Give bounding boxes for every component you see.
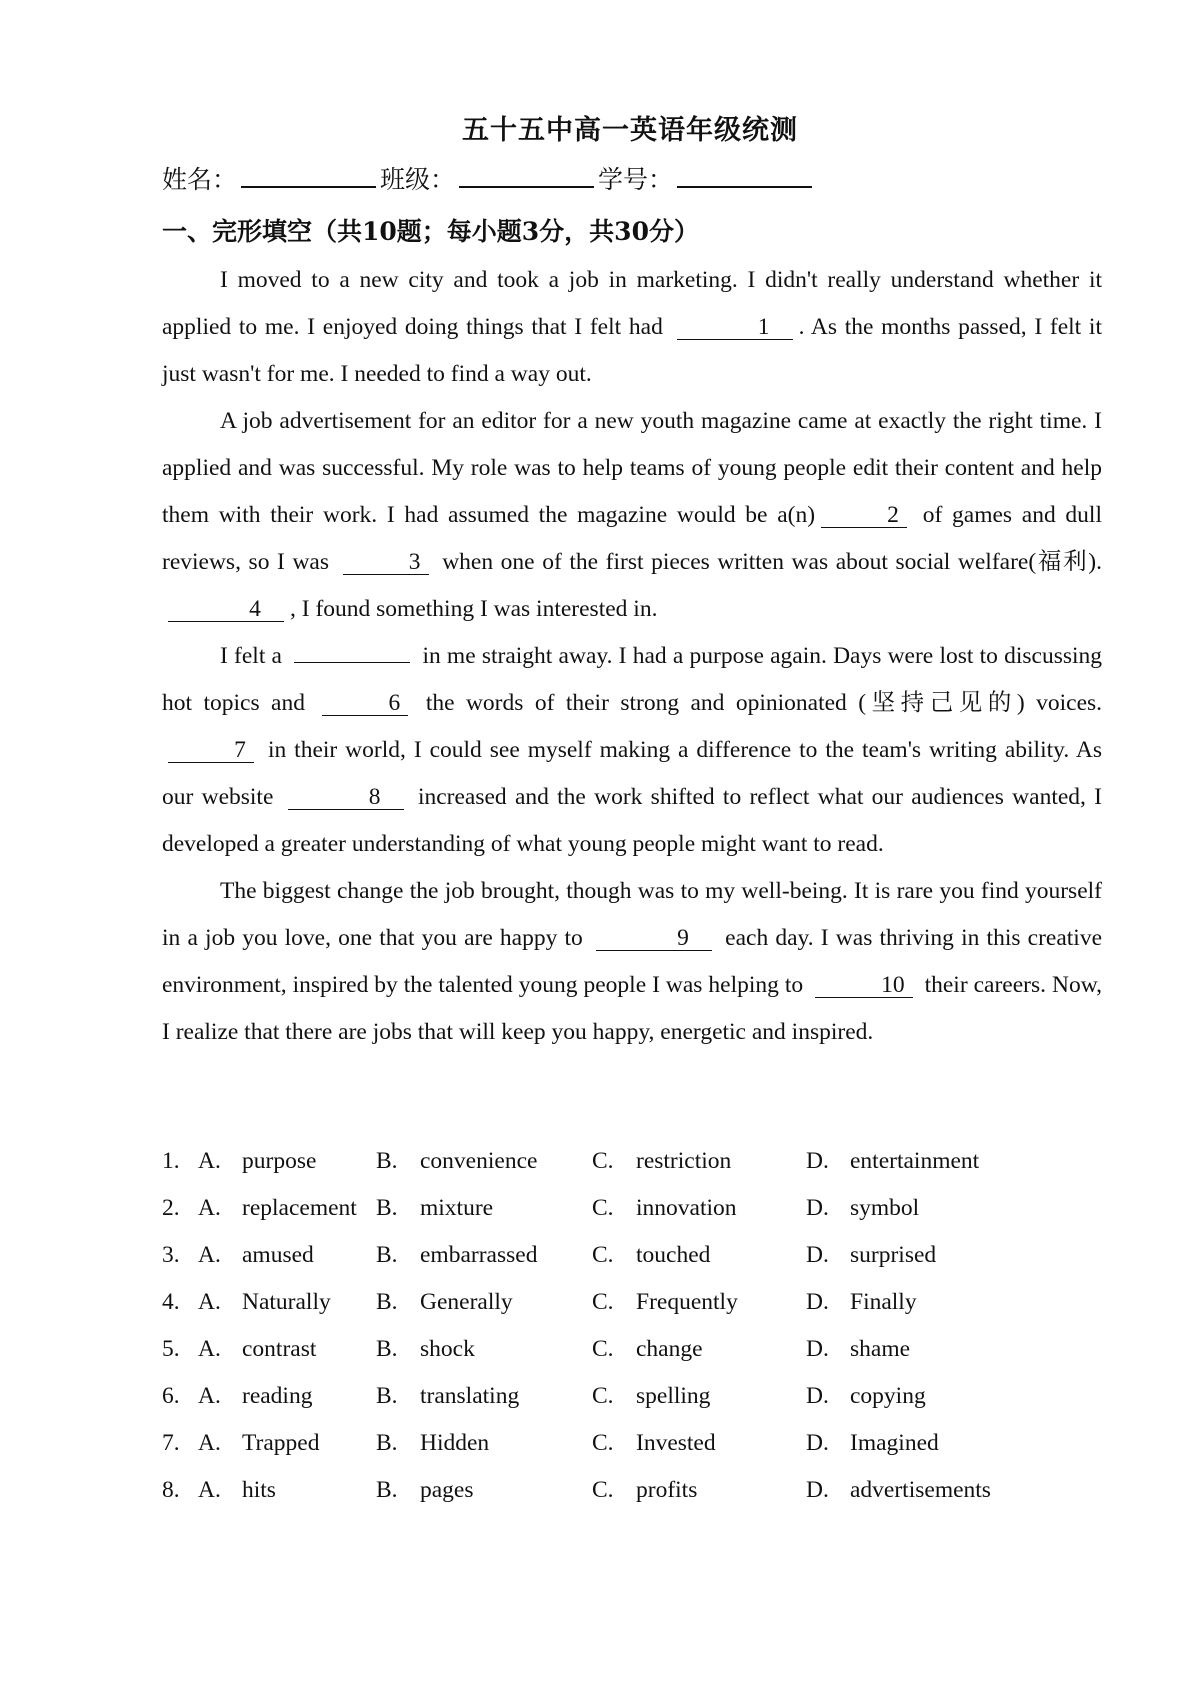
option-d: D. Finally (806, 1289, 917, 1315)
option-a: A. replacement (198, 1195, 357, 1221)
passage-text: I moved to a new city and took a job in marketing. I didn't really understand whether it applied to me. I enjoyed doing things that I felt had (162, 267, 1102, 340)
option-c: C. profits (592, 1477, 698, 1503)
blank-8: 8 (288, 785, 404, 810)
cloze-passage (162, 257, 1102, 1056)
passage-text: each day. I was thriving in this creative environment, inspired by the talented young people I was helping to (162, 925, 1103, 998)
id-blank (677, 162, 812, 188)
blank-4: 4 (168, 597, 284, 622)
option-d: D. entertainment (806, 1148, 980, 1174)
option-c: C. Invested (592, 1430, 716, 1456)
option-a: A. hits (198, 1477, 276, 1503)
blank-1: 1 (677, 315, 793, 340)
passage-text: . As the months passed, I felt it just wasn't for me. I needed to find a way out. (162, 314, 1102, 387)
passage-text: in me straight away. I had a purpose again. Days were lost to discussing hot topics and (162, 643, 1103, 716)
blank-10: 10 (815, 973, 913, 998)
option-c: C. spelling (592, 1383, 711, 1409)
option-b: B. convenience (376, 1148, 538, 1174)
option-c: C. change (592, 1336, 703, 1362)
passage-text: increased and the work shifted to reflect what our audiences wanted, I developed a greater understanding of what young people might want to read. (162, 784, 1103, 857)
option-c: C. restriction (592, 1148, 732, 1174)
option-a: A. contrast (198, 1336, 317, 1362)
class-label: 班级： (380, 165, 456, 194)
option-a: A. reading (198, 1383, 313, 1409)
name-label: 姓名： (162, 165, 238, 194)
blank-7: 7 (168, 738, 254, 763)
question-number: 2. (162, 1195, 180, 1221)
class-blank (459, 162, 594, 188)
option-c: C. Frequently (592, 1289, 738, 1315)
question-number: 8. (162, 1477, 180, 1503)
question-number: 6. (162, 1383, 180, 1409)
option-d: D. Imagined (806, 1430, 939, 1456)
question-number: 4. (162, 1289, 180, 1315)
question-number: 5. (162, 1336, 180, 1362)
option-d: D. advertisements (806, 1477, 991, 1503)
exam-title: 五十五中高一英语年级统测 (462, 115, 798, 146)
passage-text: I felt a (220, 643, 282, 669)
paragraph-1 (162, 257, 1102, 398)
option-b: B. Hidden (376, 1430, 490, 1456)
option-b: B. embarrassed (376, 1242, 538, 1268)
option-a: A. purpose (198, 1148, 317, 1174)
blank-2: 2 (821, 503, 907, 528)
passage-text: The biggest change the job brought, though was to my well-being. It is rare you find yourself in a job you love, one that you are happy to (162, 878, 1102, 951)
option-a: A. amused (198, 1242, 314, 1268)
passage-text: A job advertisement for an editor for a new youth magazine came at exactly the right time. I applied and was successful. My role was to help teams of young people edit their content and help them with their work. I had assumed the magazine would be a(n) (162, 408, 1102, 528)
paragraph-3 (162, 633, 1102, 868)
section-heading: 一、完形填空（共10题；每小题3分，共30分） (162, 217, 699, 246)
student-info-row (162, 160, 816, 196)
paragraph-4 (162, 868, 1102, 1056)
option-b: B. shock (376, 1336, 475, 1362)
passage-text: their careers. Now, I realize that there are jobs that will keep you happy, energetic and inspired. (162, 972, 1103, 1045)
option-c: C. touched (592, 1242, 711, 1268)
option-b: B. Generally (376, 1289, 513, 1315)
passage-text: the words of their strong and opinionated (坚持己见的) voices. (425, 690, 1103, 716)
id-label: 学号： (598, 165, 674, 194)
option-d: D. surprised (806, 1242, 937, 1268)
question-number: 7. (162, 1430, 180, 1456)
question-number: 1. (162, 1148, 180, 1174)
option-d: D. copying (806, 1383, 926, 1409)
option-c: C. innovation (592, 1195, 737, 1221)
blank-9: 9 (596, 926, 712, 951)
paragraph-2 (162, 398, 1102, 633)
option-a: A. Trapped (198, 1430, 320, 1456)
blank-5 (294, 662, 410, 663)
blank-3: 3 (343, 550, 429, 575)
passage-text: , I found something I was interested in. (290, 596, 658, 622)
option-d: D. shame (806, 1336, 911, 1362)
question-number: 3. (162, 1242, 180, 1268)
name-blank (241, 162, 376, 188)
passage-text: of games and dull reviews, so I was (162, 502, 1102, 575)
option-b: B. translating (376, 1383, 520, 1409)
option-a: A. Naturally (198, 1289, 331, 1315)
option-d: D. symbol (806, 1195, 920, 1221)
option-b: B. mixture (376, 1195, 494, 1221)
passage-text: when one of the first pieces written was about social welfare(福利). (442, 549, 1103, 575)
blank-6: 6 (322, 691, 408, 716)
passage-text: in their world, I could see myself making a difference to the team's writing ability. As our website (162, 737, 1103, 810)
option-b: B. pages (376, 1477, 474, 1503)
